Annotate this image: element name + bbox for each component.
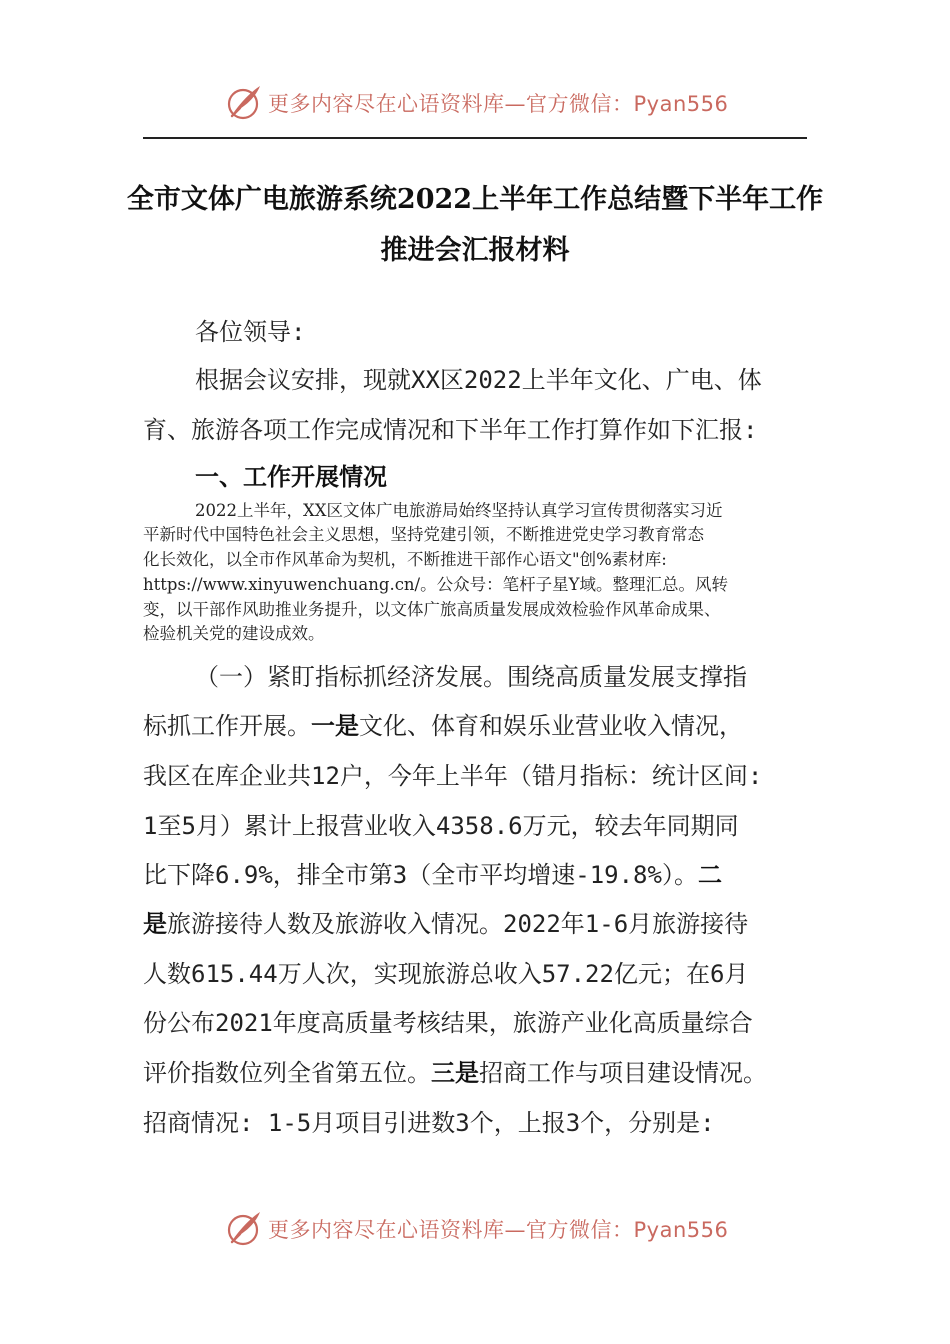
emphasis-second: 二 [697, 861, 722, 889]
paragraph-line [143, 904, 748, 939]
paragraph-text: 围绕高质量发展支撑指 [507, 663, 747, 691]
paragraph-text: 文化、体育和娱乐业营业收入情况， [359, 712, 743, 740]
watermark-text: 更多内容尽在心语资料库—官方微信：Pyan556 [268, 92, 729, 116]
salutation: 各位领导: [195, 318, 306, 346]
intro-line-1: 根据会议安排，现就XX区2022上半年文化、广电、体 [195, 366, 762, 394]
emphasis-first: 一是 [311, 712, 359, 740]
paragraph-line [143, 1053, 767, 1088]
quill-logo-icon [226, 82, 264, 122]
emphasis-third: 三是 [431, 1059, 479, 1087]
paragraph-line [143, 706, 743, 741]
small-paragraph-line: 变，以干部作风助推业务提升，以文体广旅高质量发展成效检验作风革命成果、 [143, 600, 721, 619]
paragraph-text: 评价指数位列全省第五位。 [143, 1059, 431, 1087]
small-paragraph-line: 2022上半年，XX区文体广电旅游局始终坚持认真学习宣传贯彻落实习近 [195, 501, 723, 520]
intro-line-2: 育、旅游各项工作完成情况和下半年工作打算作如下汇报: [143, 416, 758, 444]
emphasis-second-cont: 是 [143, 910, 167, 938]
paragraph-line: 招商情况: 1-5月项目引进数3个，上报3个，分别是: [143, 1109, 715, 1137]
paragraph-line [143, 855, 722, 890]
paragraph-line: 人数615.44万人次，实现旅游总收入57.22亿元；在6月 [143, 960, 749, 988]
document-title-line-2: 推进会汇报材料 [380, 235, 570, 266]
document-title-line-1: 全市文体广电旅游系统2022上半年工作总结暨下半年工作 [126, 184, 824, 215]
footer-watermark [0, 1204, 950, 1254]
paragraph-line [195, 657, 747, 692]
paragraph-line: 我区在库企业共12户，今年上半年（错月指标：统计区间: [143, 762, 763, 790]
small-paragraph-line: 平新时代中国特色社会主义思想，坚持党建引领，不断推进党史学习教育常态 [143, 525, 704, 544]
small-paragraph-line: https://www.xinyuwenchuang.cn/。公众号：笔杆子星Y域。整理汇总。风转 [143, 575, 729, 594]
watermark-text: 更多内容尽在心语资料库—官方微信：Pyan556 [268, 1218, 729, 1242]
paragraph-line: 份公布2021年度高质量考核结果，旅游产业化高质量综合 [143, 1009, 753, 1037]
header-divider [143, 137, 807, 139]
section-heading-1: 一、工作开展情况 [195, 463, 387, 491]
quill-logo-icon [226, 1208, 264, 1248]
small-paragraph-line: 化长效化，以全市作风革命为契机，不断推进干部作心语文"创%素材库: [143, 550, 667, 569]
subsection-heading: （一）紧盯指标抓经济发展。 [195, 663, 507, 691]
paragraph-line: 1至5月）累计上报营业收入4358.6万元，较去年同期同 [143, 812, 739, 840]
small-paragraph-line: 检验机关党的建设成效。 [143, 624, 325, 643]
paragraph-text: 标抓工作开展。 [143, 712, 311, 740]
paragraph-text: 比下降6.9%，排全市第3（全市平均增速-19.8%）。 [143, 861, 698, 889]
paragraph-text: 招商工作与项目建设情况。 [479, 1059, 767, 1087]
header-watermark [0, 78, 950, 128]
paragraph-text: 旅游接待人数及旅游收入情况。2022年1-6月旅游接待 [167, 910, 749, 938]
